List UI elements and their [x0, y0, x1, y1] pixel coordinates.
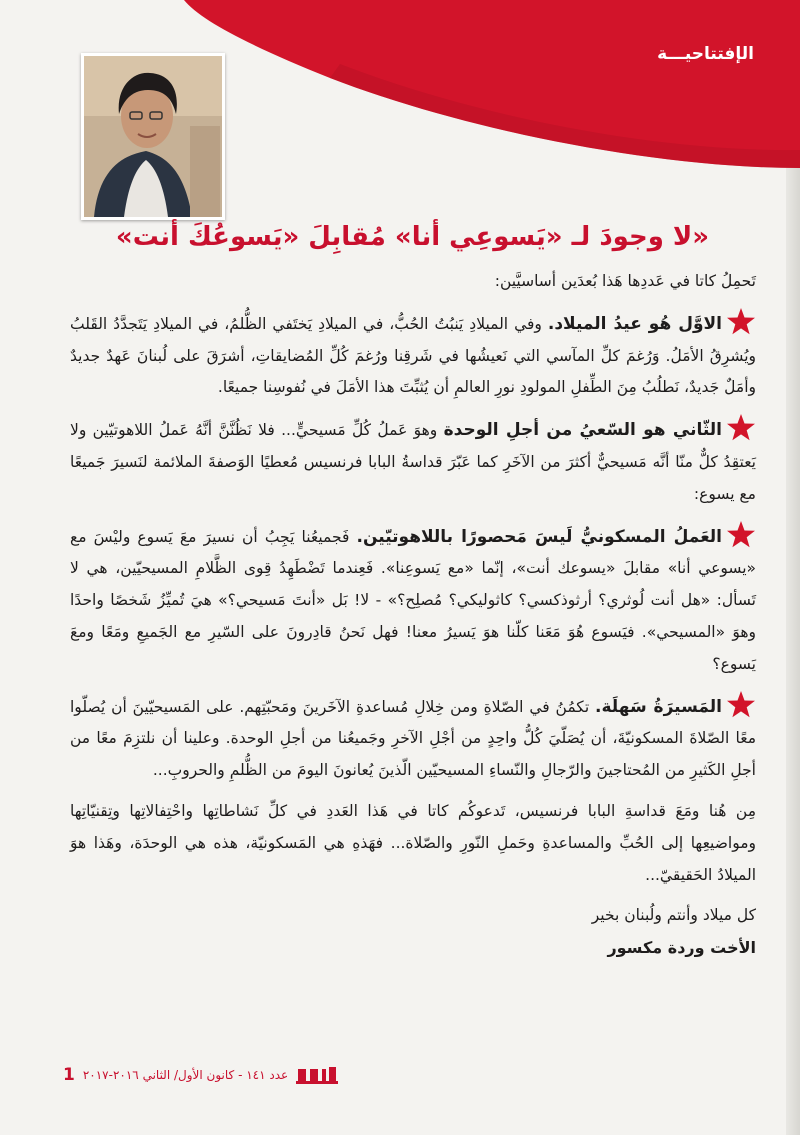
kata-logo-icon	[296, 1065, 338, 1085]
point-1-text: وفي الميلادِ يَنبُتُ الحُبُّ، في الميلادِ يَختَفي الظُّلمُ، في الميلادِ يَتَجدَّدُ القَلبُ ويُشرِقُ الأمَلُ. وَرُغمَ كلِّ المآسي التي نَعيشُها في شَرقِنا ورُغمَ كُلِّ المُضايقاتِ، أشرَقَ على لُبنانَ عَهدٌ جديدٌ وأمَلٌ جَديدٌ، نَطلُبُ مِنَ الطِّفلِ المولودِ نورِ العالمِ أن يُثبِّتَ هذا الأمَلَ في نُفوسِنا جميعًا.	[70, 314, 756, 397]
headline: «لا وجودَ لـ «يَسوعِي أنا» مُقابِلَ «يَسوعُكَ أنت»	[115, 222, 710, 252]
point-3-paragraph	[70, 520, 756, 681]
point-1-lead: الاوَّل هُو عيدُ الميلاد.	[547, 313, 723, 334]
red-star-icon	[726, 307, 756, 335]
point-4-paragraph	[70, 690, 756, 787]
point-2-paragraph	[70, 413, 756, 510]
point-4-lead: المَسيرَةُ سَهلَة.	[595, 696, 722, 717]
point-1-paragraph	[70, 307, 756, 404]
point-2-lead: الثّاني هو السّعيُ من أجلِ الوحدة	[443, 420, 722, 441]
point-3-text: فَجميعُنا يَجِبُ أن نسيرَ معَ يَسوع وليْسَ مع «يسوعي أنا» مقابلَ «يسوعك أنت»، إنّما «مع يَسوعِنا». فَعِندما تَضْطَهِدُ قِوى الظَّلامِ المسيحيّين، هي لا تَسأل: «هل أنت لُوثري؟ أرثوذكسي؟ كاثوليكي؟ مُصلِح؟» - لا! بَل «أنتَ مَسيحي؟» هيَ تُميِّزُ شَخصًا واحدًا وهوَ «المسيحي». فيَسوع هُوَ مَعَنا كلّنا هوَ يَسيرُ معنا! فهل نَحنُ قادِرونَ على السّيرِ مع الجَميعِ ومَعًا ومعَ يَسوع؟	[70, 527, 756, 673]
closing-greeting: كل ميلاد وأنتم ولُبنان بخير	[591, 906, 756, 925]
point-3-lead: العَملُ المسكونيُّ لَيسَ مَحصورًا باللاهوتيّين.	[356, 526, 723, 547]
point-2-text: وهوَ عَملُ كُلِّ مَسيحيٍّ... فلا نَظُنَّنَّ أنَّهُ عَملُ اللاهوتيّين ولا يَعتقِدُ كلٌّ منّا أنَّه مَسيحيٌّ أكثرَ من الآخَرِ كما عَبّرَ قداسةُ البابا فرنسيس مُعطيًا الوَصفةَ الملائمة لنَسيرَ جَميعًا مع يسوع:	[70, 421, 756, 503]
conclusion-paragraph: مِن هُنا ومَعَ قداسةِ البابا فرنسيس، تَدعوكُم كاتا في هَذا العَددِ في كلِّ نَشاطاتِها واحْتِفالاتِها وتِقنيّاتِها ومواضيعِها إلى الحُبِّ والمساعدةِ وحَملِ النّورِ والصّلاة... فهَذهِ هي المَسكونيّة، هذه هي الوحدَة، وهَذا هوَ الميلادُ الحَقيقيّ...	[70, 801, 756, 884]
author-signature: الأخت وردة مكسور	[607, 938, 756, 958]
issue-info: عدد ١٤١ - كانون الأول/ الثاني ٢٠١٦-٢٠١٧	[82, 1068, 289, 1082]
page-number: 1	[63, 1065, 75, 1085]
article-body	[70, 266, 756, 964]
red-star-icon	[726, 413, 756, 441]
intro-paragraph: تَحمِلُ كاتا في عَددِها هَذا بُعدَين أساسيَّين:	[494, 272, 756, 290]
page-footer	[63, 1065, 338, 1085]
red-star-icon	[726, 690, 756, 718]
point-4-text: تكمُنُ في الصّلاةِ ومن خِلالِ مُساعدةِ الآخَرينَ ومَحبّتِهم. على المَسيحيّينَ أن يُصلّوا معًا الصّلاةَ المسكونيّةَ، أن يُصَلّيَ كُلُّ واحِدٍ من أجْلِ الآخرِ وجَميعُنا من أجلِ الوحدة. وعلينا أن نلتزِمَ معًا من أجلِ الكَثيرِ من المُحتاجينَ والرّجالِ والنّساءِ المسيحيّين الّذينَ يُعانونَ اليومَ من الظُّلمِ والحروبِ...	[70, 697, 756, 780]
red-star-icon	[726, 520, 756, 548]
section-label: الإفتتاحيـــة	[657, 44, 754, 64]
author-photo	[81, 53, 225, 220]
portrait-photo-icon	[84, 56, 222, 217]
